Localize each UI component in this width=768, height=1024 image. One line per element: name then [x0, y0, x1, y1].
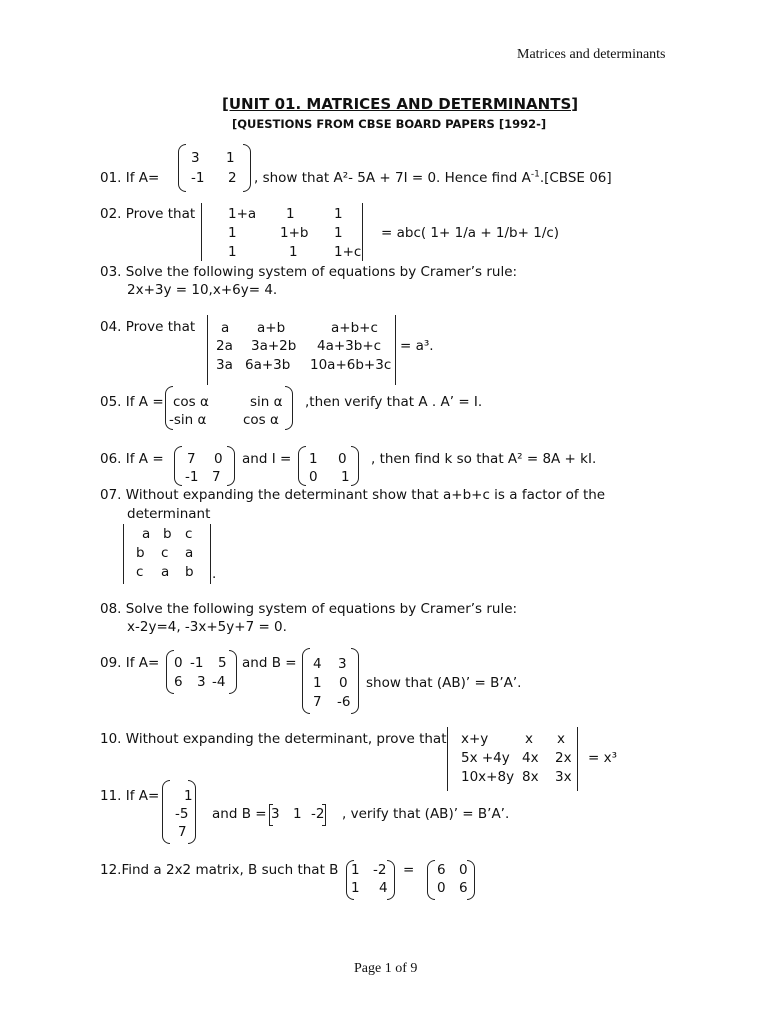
det-cell: x+y — [461, 731, 489, 747]
matrix-cell: 0 — [459, 862, 468, 878]
right-paren — [351, 648, 359, 714]
q08-equations: x-2y=4, -3x+5y+7 = 0. — [127, 619, 287, 635]
matrix-cell: -1 — [185, 469, 199, 485]
q09-prefix: 09. If A= — [100, 655, 160, 671]
matrix-cell: -2 — [311, 806, 325, 822]
matrix-cell: 0 — [214, 451, 223, 467]
det-cell: 1+c — [334, 244, 362, 260]
matrix-cell: 3 — [191, 150, 200, 166]
det-cell: 1 — [334, 206, 343, 222]
q07-statement: 07. Without expanding the determinant show that a+b+c is a factor of the — [100, 487, 606, 503]
matrix-cell: 0 — [338, 451, 347, 467]
det-cell: 3a+2b — [251, 338, 297, 354]
matrix-cell: 7 — [187, 451, 196, 467]
matrix-cell: 3 — [271, 806, 280, 822]
unit-title: [UNIT 01. MATRICES AND DETERMINANTS] — [222, 95, 579, 113]
det-cell: 1+b — [280, 225, 309, 241]
page-number: Page 1 of 9 — [354, 961, 418, 976]
matrix-cell: 4 — [379, 880, 388, 896]
det-cell: a — [142, 526, 151, 542]
det-cell: 8x — [522, 769, 539, 785]
det-bar-right — [577, 727, 578, 791]
right-paren — [467, 860, 475, 900]
right-paren — [351, 446, 359, 486]
matrix-cell: 1 — [341, 469, 350, 485]
det-bar-right — [395, 315, 396, 385]
q04-rhs: = a³. — [400, 338, 434, 354]
q11-statement: , verify that (AB)’ = B’A’. — [342, 806, 510, 822]
det-cell: 2a — [216, 338, 233, 354]
matrix-cell: 1 — [309, 451, 318, 467]
matrix-cell: 1 — [226, 150, 235, 166]
q06-prefix: 06. If A = — [100, 451, 164, 467]
det-cell: a — [185, 545, 194, 561]
running-header: Matrices and determinants — [517, 47, 666, 62]
det-bar-left — [447, 727, 448, 791]
det-cell: a+b — [257, 320, 286, 336]
det-cell: 10a+6b+3c — [310, 357, 392, 373]
det-cell: b — [136, 545, 145, 561]
question-08: 08. Solve the following system of equations by Cramer’s rule: — [100, 601, 518, 617]
det-cell: a+b+c — [331, 320, 378, 336]
left-paren — [178, 144, 186, 192]
right-paren — [229, 650, 237, 694]
matrix-cell: 4 — [313, 656, 322, 672]
matrix-cell: sin α — [250, 394, 283, 410]
matrix-cell: -1 — [190, 655, 204, 671]
det-cell: 1 — [228, 225, 237, 241]
det-cell: c — [136, 564, 144, 580]
det-bar-right — [210, 524, 211, 584]
matrix-cell: 0 — [437, 880, 446, 896]
left-paren — [166, 650, 174, 694]
matrix-cell: cos α — [173, 394, 209, 410]
matrix-cell: 0 — [339, 675, 348, 691]
matrix-cell: 1 — [293, 806, 302, 822]
det-bar-left — [123, 524, 124, 584]
right-paren — [285, 386, 293, 430]
det-cell: c — [185, 526, 193, 542]
matrix-cell: -sin α — [169, 412, 207, 428]
det-cell: b — [185, 564, 194, 580]
det-cell: 4a+3b+c — [317, 338, 382, 354]
det-cell: x — [557, 731, 565, 747]
det-cell: 3a — [216, 357, 233, 373]
q02-prefix: 02. Prove that — [100, 206, 196, 222]
matrix-cell: 5 — [218, 655, 227, 671]
matrix-cell: 7 — [313, 694, 322, 710]
det-bar-right — [362, 203, 363, 261]
right-bracket — [322, 804, 326, 826]
matrix-cell: -2 — [373, 862, 387, 878]
det-cell: 1 — [286, 206, 295, 222]
matrix-cell: 1 — [351, 880, 360, 896]
det-cell: 4x — [522, 750, 539, 766]
matrix-cell: 1 — [313, 675, 322, 691]
matrix-cell: 6 — [437, 862, 446, 878]
det-cell: 1 — [334, 225, 343, 241]
det-cell: c — [161, 545, 169, 561]
det-cell: 6a+3b — [245, 357, 291, 373]
q10-prefix: 10. Without expanding the determinant, prove that — [100, 731, 447, 747]
det-cell: a — [221, 320, 230, 336]
matrix-cell: 0 — [309, 469, 318, 485]
q09-statement: show that (AB)’ = B’A’. — [366, 675, 522, 691]
q01-prefix: 01. If A= — [100, 170, 160, 186]
q05-prefix: 05. If A = — [100, 394, 164, 410]
det-cell: 1+a — [228, 206, 257, 222]
det-cell: 10x+8y — [461, 769, 515, 785]
matrix-cell: 1 — [184, 788, 193, 804]
matrix-cell: 0 — [174, 655, 183, 671]
q02-rhs: = abc( 1+ 1/a + 1/b+ 1/c) — [381, 225, 560, 241]
det-cell: 1 — [289, 244, 298, 260]
det-cell: 1 — [228, 244, 237, 260]
matrix-cell: 7 — [178, 824, 187, 840]
det-cell: 2x — [555, 750, 572, 766]
matrix-cell: -5 — [175, 806, 189, 822]
right-paren — [227, 446, 235, 486]
matrix-cell: -4 — [212, 674, 226, 690]
q09-mid: and B = — [242, 655, 297, 671]
det-bar-left — [201, 203, 202, 261]
question-03: 03. Solve the following system of equations by Cramer’s rule: — [100, 264, 518, 280]
q12-equals: = — [403, 862, 415, 878]
unit-subtitle: [QUESTIONS FROM CBSE BOARD PAPERS [1992-] — [232, 117, 547, 131]
right-paren — [387, 860, 395, 900]
det-cell: 5x +4y — [461, 750, 510, 766]
det-cell: b — [163, 526, 172, 542]
q07-statement-2: determinant — [127, 506, 211, 522]
q04-prefix: 04. Prove that — [100, 319, 196, 335]
det-cell: 3x — [555, 769, 572, 785]
matrix-cell: cos α — [243, 412, 279, 428]
matrix-cell: 2 — [228, 170, 237, 186]
q07-tail: . — [212, 566, 217, 582]
q05-statement: ,then verify that A . A’ = I. — [305, 394, 483, 410]
left-paren — [162, 780, 170, 844]
q12-prefix: 12.Find a 2x2 matrix, B such that B — [100, 862, 339, 878]
matrix-cell: 7 — [212, 469, 221, 485]
q03-equations: 2x+3y = 10,x+6y= 4. — [127, 282, 278, 298]
left-paren — [302, 648, 310, 714]
det-cell: a — [161, 564, 170, 580]
q11-mid: and B = — [212, 806, 267, 822]
matrix-cell: 3 — [197, 674, 206, 690]
matrix-cell: 6 — [174, 674, 183, 690]
q01-statement: , show that A²- 5A + 7I = 0. Hence find $A^{-1}.[CBSE$ 06] — [254, 169, 612, 186]
det-cell: x — [525, 731, 533, 747]
right-paren — [243, 144, 251, 192]
matrix-cell: 1 — [351, 862, 360, 878]
right-paren — [188, 780, 196, 844]
det-bar-left — [207, 315, 208, 385]
q10-rhs: = x³ — [588, 750, 618, 766]
matrix-cell: 6 — [459, 880, 468, 896]
matrix-cell: -6 — [337, 694, 351, 710]
q06-mid: and I = — [242, 451, 292, 467]
q11-prefix: 11. If A= — [100, 788, 160, 804]
left-paren — [427, 860, 435, 900]
q06-statement: , then find k so that A² = 8A + kI. — [371, 451, 597, 467]
left-paren — [174, 446, 182, 486]
left-paren — [298, 446, 306, 486]
matrix-cell: 3 — [338, 656, 347, 672]
matrix-cell: -1 — [191, 170, 205, 186]
